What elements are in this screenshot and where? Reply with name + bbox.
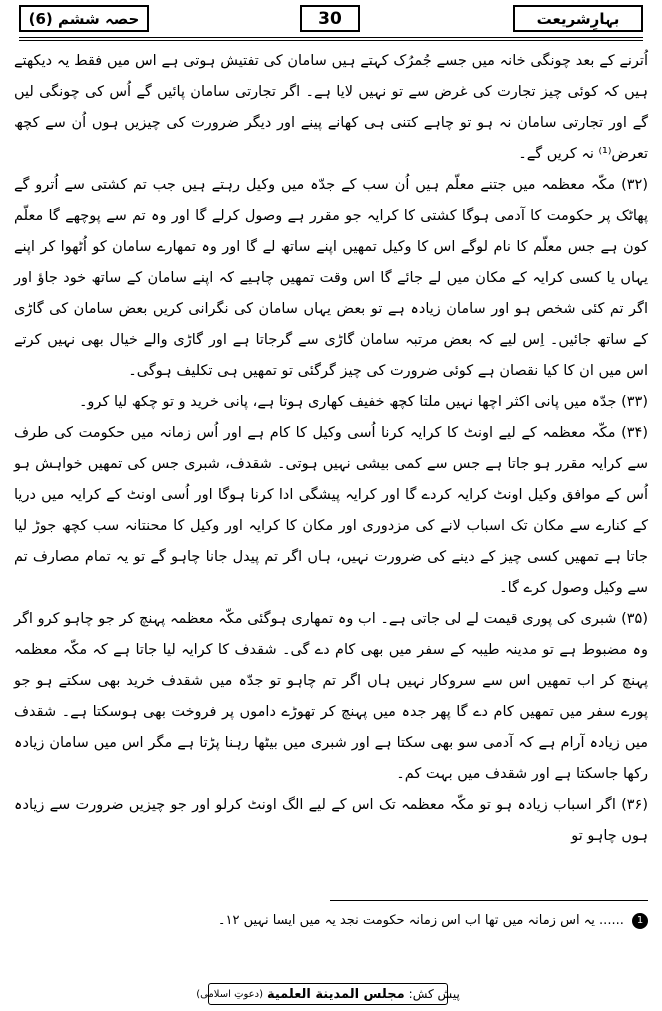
header-divider (19, 37, 643, 38)
section-label: حصہ ششم (6) (19, 5, 149, 32)
publisher-note: (دعوتِ اسلامی) (196, 988, 263, 1000)
paragraph: (۳۵) شبری کی پوری قیمت لے لی جاتی ہے۔ اب وہ تمھاری ہوگئی مکّہ معظمہ پہنچ کر جو چاہو کرو اگر وہ مضبوط ہے تو مدینہ طیبہ کے سفر میں بھی کام دے گی۔ شقدف کا کرایہ لیا جاتا ہے کہ مکّہ معظمہ پہنچ کر اب تمھیں اس سے سروکار نہیں ہاں اگر تم چاہو تو جدّہ میں شقدف خرید بھی سکتے ہو جو پورے سفر میں تمھیں کام دے گا پھر جدہ میں پہنچ کر تھوڑے داموں پر فروخت بھی ہوسکتا ہے۔ شقدف میں زیادہ آرام ہے کہ آدمی سو بھی سکتا ہے اور شبری میں بیٹھا رہنا پڑتا ہے مگر اس میں سامان زیادہ رکھا جاسکتا ہے اور شقدف میں بہت کم۔ (14, 611, 648, 782)
body-text (14, 46, 648, 852)
page-number: 30 (300, 5, 360, 32)
paragraph: (۳۲) مکّہ معظمہ میں جتنے معلّم ہیں اُن سب کے جدّہ میں وکیل رہتے ہیں جب تم کشتی سے اُترو گے پھاٹک پر حکومت کا آدمی ہوگا کشتی کا کرایہ جو مقرر ہے وصول کرلے گا اور وہ تم سے پوچھے گا معلّم کون ہے جس معلّم کا نام لوگے اس کا وکیل تمھیں اپنے ساتھ لے گا اور وہ تمھارے سامان کو اُٹھوا کر اپنے یہاں یا کسی کرایہ کے مکان میں لے جائے گا اس وقت تمھیں چاہیے کہ اپنے سامان کے ساتھ خود جاؤ اور اگر تم کئی شخص ہو اور سامان زیادہ ہے تو بعض یہاں سامان کی نگرانی کریں بعض سامان کی گاڑی کے ساتھ جائیں۔ اِس لیے کہ بعض مرتبہ سامان گاڑی سے گرجاتا ہے اور گاڑی والے خیال بھی نہیں کرتے اس میں ان کا کیا نقصان ہے کوئی ضرورت کی چیز گرگئی تو تمھیں ہی تکلیف ہوگی۔ (14, 177, 648, 379)
footnote-divider (330, 900, 648, 901)
footnote-text: ...... یہ اس زمانہ میں تھا اب اس زمانہ حکومت نجد یہ میں ایسا نہیں ۱۲۔ (217, 913, 624, 928)
footnote-number-badge: 1 (632, 913, 648, 929)
paragraph: (۳۶) اگر اسباب زیادہ ہو تو مکّہ معظمہ تک اس کے لیے الگ اونٹ کرلو اور جو چیزیں ضرورت سے زیادہ ہوں چاہو تو (14, 797, 648, 844)
publisher-prefix: پیش کش: (408, 987, 460, 1001)
paragraph: (۳۳) جدّہ میں پانی اکثر اچھا نہیں ملتا کچھ خفیف کھاری ہوتا ہے، پانی خرید و تو چکھ لیا کرو۔ (78, 394, 648, 410)
publisher-name: مجلس المدينة العلمية (266, 986, 405, 1002)
footnote (18, 912, 648, 930)
paragraph: اُترنے کے بعد چونگی خانہ میں جسے جُمرُک کہتے ہیں سامان کی تفتیش ہوتی ہے اس میں فقط یہ دیکھتے ہیں کہ کوئی چیز تجارت کی غرض سے تو نہیں لایا ہے۔ اگر تجارتی سامان پائیں گے اُس کی چونگی لیں گے اور تجارتی سامان نہ ہو تو چاہے کتنی ہی کھانے پینے اور دیگر ضرورت کی چیزیں ہوں اُن سے کچھ تعرض⁽¹⁾ نہ کریں گے۔ (14, 53, 648, 162)
book-title: بہارِشریعت (513, 5, 643, 32)
publisher-footer (196, 983, 460, 1005)
header-divider (19, 40, 643, 41)
paragraph: (۳۴) مکّہ معظمہ کے لیے اونٹ کا کرایہ کرنا اُسی وکیل کا کام ہے اور اُس زمانہ میں حکومت کی طرف سے کرایہ مقرر ہو جاتا ہے جس سے کمی بیشی نہیں ہوتی۔ شقدف، شبری جس کی تمھیں خواہش ہو اُس کے موافق وکیل اونٹ کرایہ کردے گا اور کرایہ پیشگی ادا کرنا ہوگا اور اُسی اونٹ کے کرایہ میں دریا کے کنارے سے مکان تک اسباب لانے کی مزدوری اور مکان کا کرایہ اور وکیل کا محنتانہ سب کچھ جوڑ لیا جاتا ہے تمھیں کسی چیز کے دینے کی ضرورت نہیں، ہاں اگر تم پیدل جانا چاہو گے تو یہ تمام مصارف تم سے وکیل وصول کرے گا۔ (14, 425, 648, 596)
